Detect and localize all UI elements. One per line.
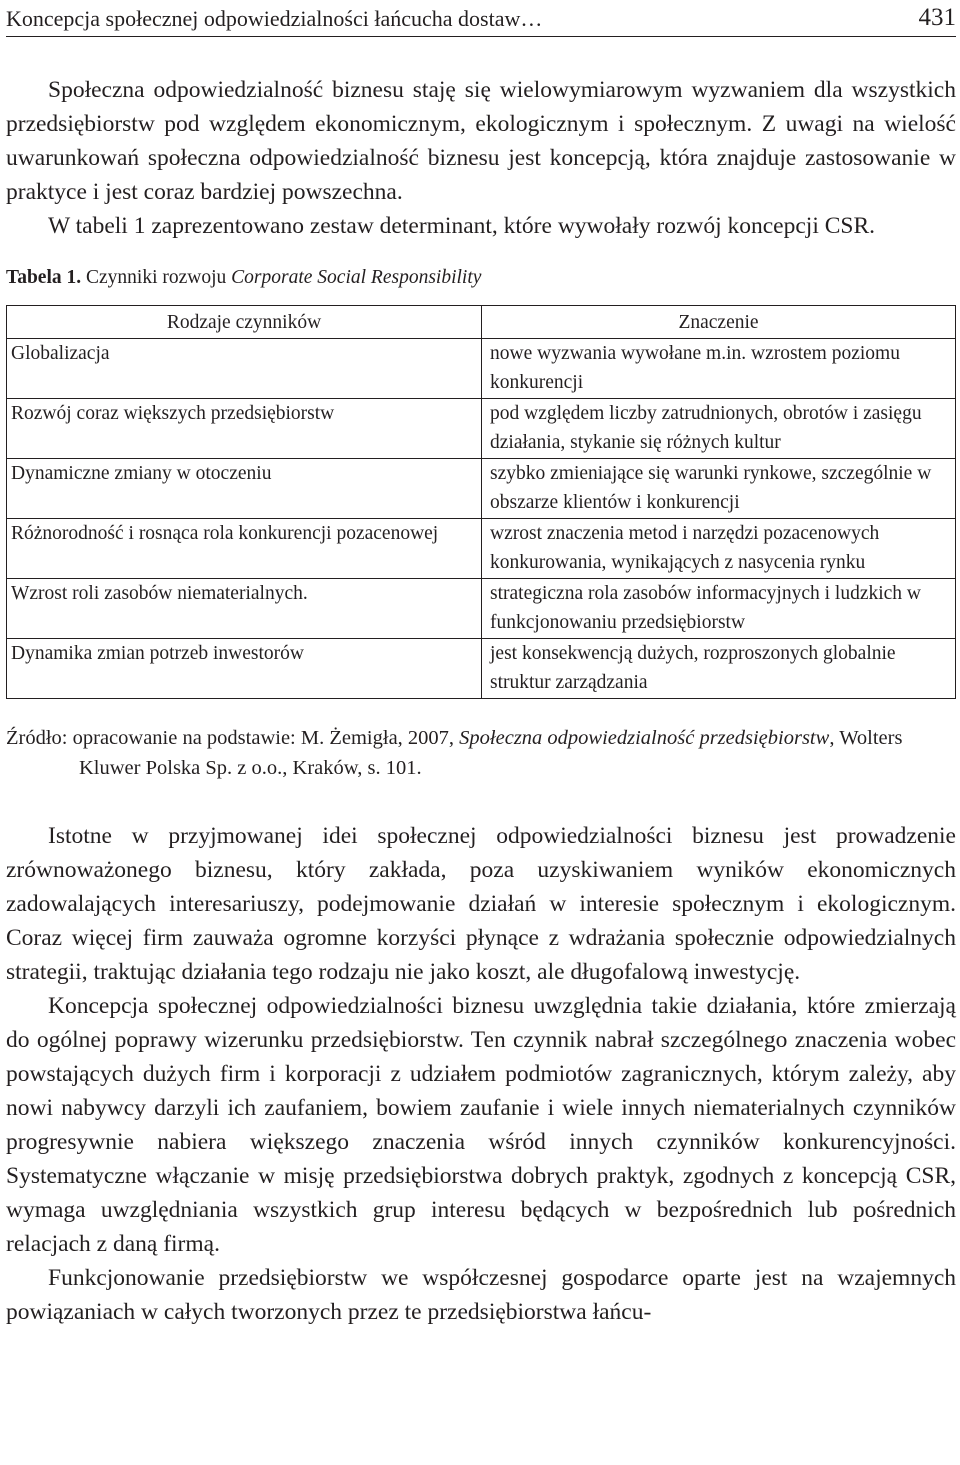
factor-cell: Globalizacja <box>7 338 482 398</box>
table-row <box>7 338 956 398</box>
intro-paragraph-2: W tabeli 1 zaprezentowano zestaw determinant, które wywołały rozwój koncepcji CSR. <box>48 213 876 239</box>
meaning-cell: nowe wyzwania wywołane m.in. wzrostem poziomu konkurencji <box>482 338 956 398</box>
running-header <box>6 0 956 37</box>
table-caption <box>6 267 956 289</box>
body-paragraph-2: Koncepcja społecznej odpowiedzialności biznesu uwzględnia takie działania, które zmierzają do ogólnej poprawy wizerunku przedsiębiorstw. Ten czynnik nabrał szczególnego znaczenia wobec powstających dużych firm i korporacji z udziałem podmiotów zagranicznych, którym zależy, aby nowi nabywcy darzyli ich zaufaniem, bowiem zaufanie i wiele innych niematerialnych czynników progresywnie nabiera większego znaczenia wśród innych czynników konkurencyjności. Systematyczne włączanie w misję przedsiębiorstwa dobrych praktyk, zgodnych z koncepcją CSR, wymaga uwzględniania wszystkich grup interesu będących w bezpośrednich lub pośrednich relacjach z daną firmą. <box>6 992 956 1257</box>
factor-cell: Rozwój coraz większych przedsiębiorstw <box>7 398 482 458</box>
page-number: 431 <box>918 4 956 31</box>
meaning-cell: strategiczna rola zasobów informacyjnych i ludzkich w funkcjonowaniu przedsiębiorstw <box>482 578 956 638</box>
csr-factors-table <box>6 305 956 699</box>
column-header-meaning: Znaczenie <box>482 306 956 339</box>
intro-paragraph-1: Społeczna odpowiedzialność biznesu staję się wielowymiarowym wyzwaniem dla wszystkich przedsiębiorstw pod względem ekonomicznym, ekologicznym i społecznym. Z uwagi na wielość uwarunkowań społeczna odpowiedzialność biznesu jest koncepcją, która znajduje zastosowanie w praktyce i jest coraz bardziej powszechna. <box>6 77 956 205</box>
column-header-factors: Rodzaje czynników <box>7 306 482 339</box>
table-source-note <box>6 723 956 783</box>
source-title: Społeczna odpowiedzialność przedsiębiorstw <box>459 726 830 749</box>
meaning-cell: szybko zmieniające się warunki rynkowe, szczególnie w obszarze klientów i konkurencji <box>482 458 956 518</box>
factor-cell: Różnorodność i rosnąca rola konkurencji pozacenowej <box>7 518 482 578</box>
factor-cell: Dynamika zmian potrzeb inwestorów <box>7 638 482 698</box>
table-row <box>7 518 956 578</box>
table-header-row <box>7 306 956 339</box>
meaning-cell: jest konsekwencją dużych, rozproszonych globalnie struktur zarządzania <box>482 638 956 698</box>
meaning-cell: pod względem liczby zatrudnionych, obrotów i zasięgu działania, stykanie się różnych kultur <box>482 398 956 458</box>
table-caption-text: Czynniki rozwoju <box>86 267 227 288</box>
factor-cell: Wzrost roli zasobów niematerialnych. <box>7 578 482 638</box>
running-title: Koncepcja społecznej odpowiedzialności łańcucha dostaw… <box>6 6 543 31</box>
meaning-cell: wzrost znaczenia metod i narzędzi pozacenowych konkurowania, wynikających z nasycenia rynku <box>482 518 956 578</box>
table-row <box>7 638 956 698</box>
table-row <box>7 578 956 638</box>
factor-cell: Dynamiczne zmiany w otoczeniu <box>7 458 482 518</box>
table-row <box>7 458 956 518</box>
source-suffix: , Wolters Kluwer Polska Sp. z o.o., Kraków, s. 101. <box>79 726 903 779</box>
source-prefix: Źródło: opracowanie na podstawie: M. Żemigła, 2007, <box>6 726 455 749</box>
body-paragraph-3: Funkcjonowanie przedsiębiorstw we współczesnej gospodarce oparte jest na wzajemnych powiązaniach w całych tworzonych przez te przedsiębiorstwa łańcu- <box>6 1264 956 1325</box>
body-paragraph-1: Istotne w przyjmowanej idei społecznej odpowiedzialności biznesu jest prowadzenie zrównoważonego biznesu, który zakłada, poza uzyskiwaniem wyników ekonomicznych zadowalających interesariuszy, podejmowanie działań w interesie społecznym i ekologicznym. Coraz więcej firm zauważa ogromne korzyści płynące z wdrażania społecznie odpowiedzialnych strategii, traktując działania tego rodzaju nie jako koszt, ale długofalową inwestycję. <box>6 822 956 985</box>
table-label: Tabela 1. <box>6 267 82 288</box>
table-caption-italic: Corporate Social Responsibility <box>231 267 482 288</box>
document-page <box>6 0 956 1329</box>
table-row <box>7 398 956 458</box>
